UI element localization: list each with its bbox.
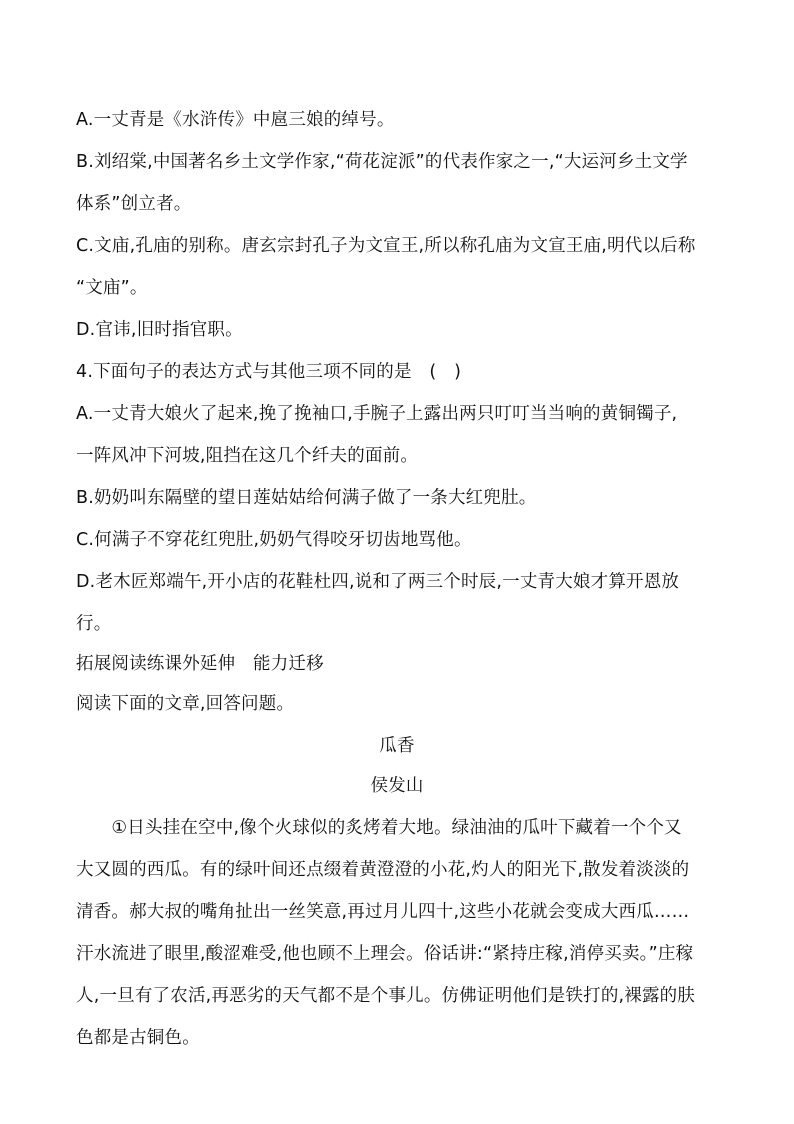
option-4d-line1: D.老木匠郑端午,开小店的花鞋杜四,说和了两三个时辰,一丈青大娘才算开恩放	[76, 572, 680, 592]
reading-instruction: 阅读下面的文章,回答问题。	[76, 694, 295, 714]
question-4-stem: 4.下面句子的表达方式与其他三项不同的是 ( )	[76, 362, 462, 382]
option-3b-line1: B.刘绍棠,中国著名乡土文学作家,“荷花淀派”的代表作家之一,“大运河乡土文学	[76, 152, 688, 172]
section-heading: 拓展阅读练课外延伸 能力迁移	[76, 654, 324, 674]
option-3c-line2: “文庙”。	[76, 278, 148, 298]
option-3c-line1: C.文庙,孔庙的别称。唐玄宗封孔子为文宣王,所以称孔庙为文宣王庙,明代以后称	[76, 236, 696, 256]
article-line: 汗水流进了眼里,酸涩难受,他也顾不上理会。俗话讲:“紧持庄稼,消停买卖。”庄稼	[76, 944, 694, 964]
option-3a: A.一丈青是《水浒传》中扈三娘的绰号。	[76, 110, 395, 130]
article-line: 人,一旦有了农活,再恶劣的天气都不是个事儿。仿佛证明他们是铁打的,裸露的肤	[76, 986, 696, 1006]
article-line: ①日头挂在空中,像个火球似的炙烤着大地。绿油油的瓜叶下藏着一个个又	[76, 818, 682, 838]
option-4d-line2: 行。	[76, 614, 112, 634]
option-4a-line2: 一阵风冲下河坡,阻挡在这几个纤夫的面前。	[76, 446, 419, 466]
article-line: 大又圆的西瓜。有的绿叶间还点缀着黄澄澄的小花,灼人的阳光下,散发着淡淡的	[76, 860, 690, 880]
option-4c: C.何满子不穿花红兜肚,奶奶气得咬牙切齿地骂他。	[76, 530, 472, 550]
article-line: 色都是古铜色。	[76, 1028, 200, 1048]
option-4a-line1: A.一丈青大娘火了起来,挽了挽袖口,手腕子上露出两只叮叮当当响的黄铜镯子,	[76, 404, 678, 424]
article-author: 侯发山	[370, 776, 424, 796]
option-3b-line2: 体系”创立者。	[76, 194, 192, 214]
option-4b: B.奶奶叫东隔壁的望日莲姑姑给何满子做了一条大红兜肚。	[76, 488, 537, 508]
article-line: 清香。郝大叔的嘴角扯出一丝笑意,再过月儿四十,这些小花就会变成大西瓜……	[76, 902, 690, 922]
article-title: 瓜香	[379, 736, 415, 756]
option-3d: D.官讳,旧时指官职。	[76, 320, 243, 340]
